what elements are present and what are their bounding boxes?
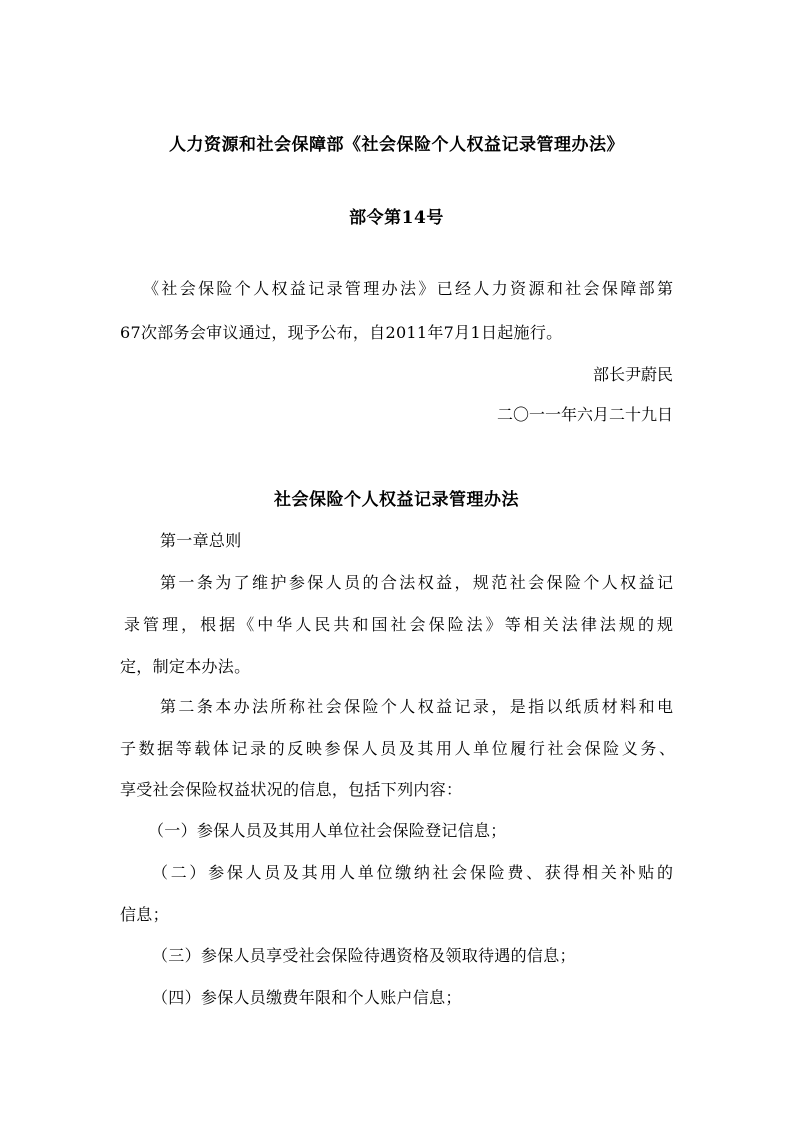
article-2-line-2: 子数据等载体记录的反映参保人员及其用人单位履行社会保险义务、	[120, 739, 675, 758]
announcement-line-2: 67次部务会审议通过，现予公布，自2011年7月1日起施行。	[120, 323, 563, 342]
list-item-3: （三）参保人员享受社会保险待遇资格及领取待遇的信息；	[152, 946, 576, 965]
article-2-line-1: 第二条本办法所称社会保险个人权益记录，是指以纸质材料和电	[160, 697, 673, 716]
chapter-heading: 第一章总则	[160, 531, 242, 550]
article-1-line-1: 第一条为了维护参保人员的合法权益，规范社会保险个人权益记	[160, 573, 673, 592]
article-2-line-3: 享受社会保险权益状况的信息，包括下列内容：	[120, 780, 463, 799]
regulation-title: 社会保险个人权益记录管理办法	[274, 490, 519, 510]
list-item-4: （四）参保人员缴费年限和个人账户信息；	[152, 988, 462, 1007]
signing-date: 二〇一一年六月二十九日	[496, 405, 673, 424]
signatory: 部长尹蔚民	[592, 365, 673, 384]
announcement-line-1: 《社会保险个人权益记录管理办法》已经人力资源和社会保障部第	[143, 279, 673, 298]
list-item-2-line-1: （二）参保人员及其用人单位缴纳社会保险费、获得相关补贴的	[152, 863, 673, 882]
list-item-1: （一）参保人员及其用人单位社会保险登记信息；	[148, 821, 507, 840]
article-1-line-3: 定，制定本办法。	[120, 657, 251, 676]
main-title: 人力资源和社会保障部《社会保险个人权益记录管理办法》	[169, 135, 624, 155]
order-number: 部令第14号	[349, 208, 444, 228]
list-item-2-line-2: 信息；	[120, 905, 169, 924]
article-1-line-2: 录管理，根据《中华人民共和国社会保险法》等相关法律法规的规	[124, 615, 673, 634]
